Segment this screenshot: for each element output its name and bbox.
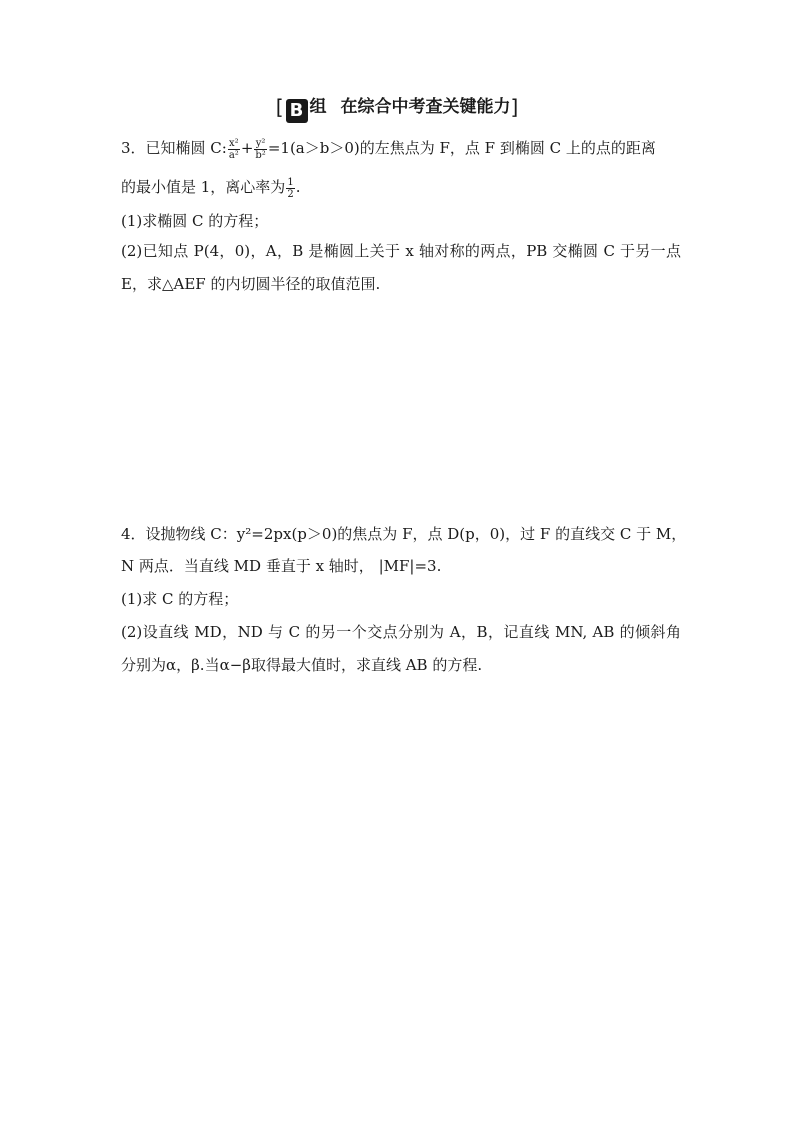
left-bracket: [: [275, 95, 284, 119]
q4-line1: 4．设抛物线 C：y²=2px(p＞0)的焦点为 F，点 D(p，0)，过 F 的直线交 C 于 M，: [121, 525, 687, 543]
fraction-y2-b2: $\frac{\text{y²}}{\text{b²}}$: [255, 137, 266, 161]
q3-part2-line1: (2)已知点 P(4，0)，A，B 是椭圆上关于 x 轴对称的两点，PB 交椭圆 C 于另一点: [121, 242, 681, 260]
right-bracket: ]: [510, 95, 519, 119]
fraction-x2-a2: $\frac{\text{x²}}{\text{a²}}$: [228, 137, 239, 161]
plus-sign: +: [240, 139, 254, 157]
q3-text: 的最小值是 1，离心率为: [121, 178, 286, 196]
q4-line2: N 两点．当直线 MD 垂直于 x 轴时， |MF|=3.: [121, 557, 442, 575]
q3-part1: (1)求椭圆 C 的方程；: [121, 212, 269, 230]
fraction-one-half: $\frac{1}{2}$: [287, 176, 294, 200]
q3-line2: 的最小值是 1，离心率为 $\frac{1}{2}$ .: [121, 176, 301, 200]
q4-part2-line2: 分别为α，β.当α−β取得最大值时，求直线 AB 的方程.: [121, 656, 483, 674]
q3-part2-line2: E，求△AEF 的内切圆半径的取值范围.: [121, 275, 381, 293]
group-badge: B: [286, 99, 308, 123]
q3-text: =1(a＞b＞0)的左焦点为 F，点 F 到椭圆 C 上的点的距离: [267, 139, 656, 157]
q3-line1: [121, 137, 681, 161]
section-header: [0, 92, 794, 123]
q3-text: 3．已知椭圆 C:: [121, 139, 227, 157]
section-title: 在综合中考查关键能力: [340, 97, 511, 117]
q4-part2-line1: (2)设直线 MD，ND 与 C 的另一个交点分别为 A，B，记直线 MN, AB 的倾斜角: [121, 623, 681, 641]
group-label: 组: [309, 97, 327, 117]
q4-part1: (1)求 C 的方程；: [121, 590, 239, 608]
